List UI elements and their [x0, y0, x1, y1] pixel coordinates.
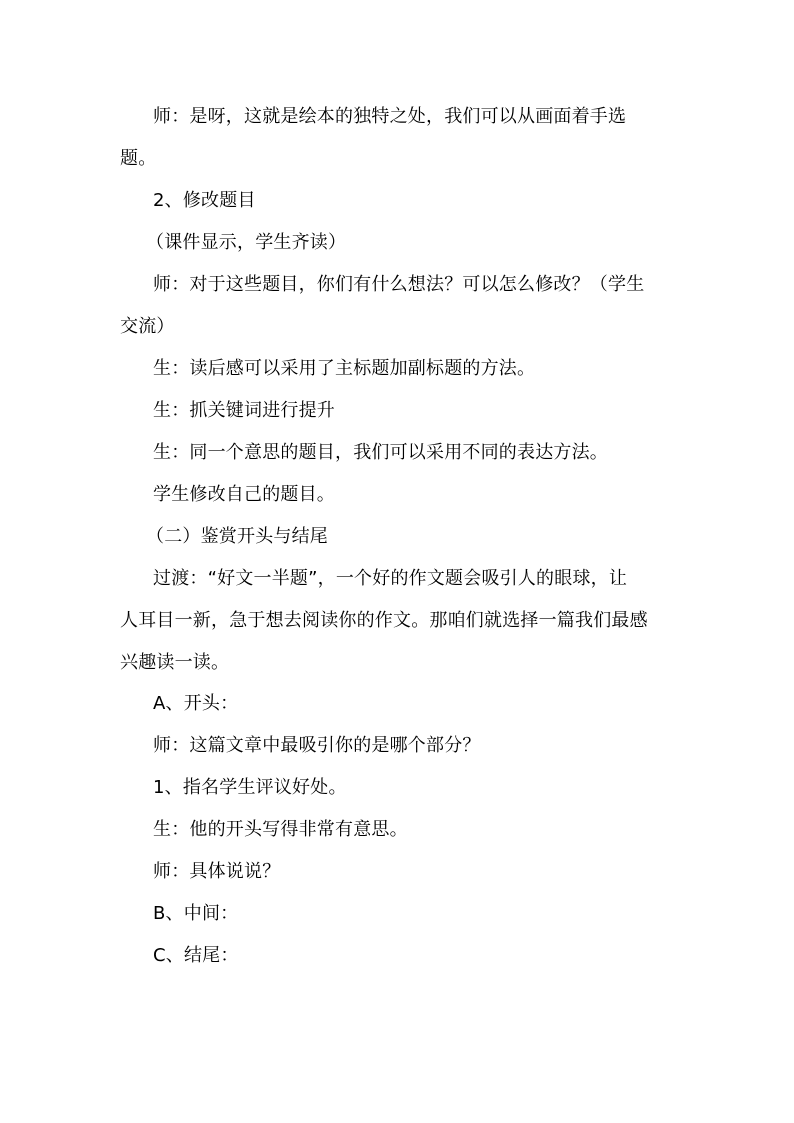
paragraph-line: 1、指名学生评议好处。	[153, 777, 347, 798]
paragraph-line: 人耳目一新，急于想去阅读你的作文。那咱们就选择一篇我们最感	[120, 610, 648, 631]
section-heading: C、结尾：	[153, 945, 239, 966]
paragraph-line: 师：具体说说？	[153, 861, 281, 882]
paragraph-line: 过渡：“好文一半题”，一个好的作文题会吸引人的眼球，让	[153, 568, 628, 589]
paragraph-line: 题。	[120, 148, 157, 169]
section-heading: （二）鉴赏开头与结尾	[146, 526, 328, 547]
paragraph-line: （课件显示，学生齐读）	[146, 232, 347, 253]
paragraph-line: 师：这篇文章中最吸引你的是哪个部分？	[153, 735, 481, 756]
section-heading: B、中间：	[153, 903, 239, 924]
section-heading: 2、修改题目	[153, 190, 256, 211]
paragraph-line: 师：是呀，这就是绘本的独特之处，我们可以从画面着手选	[153, 106, 627, 127]
paragraph-line: 师：对于这些题目，你们有什么想法？可以怎么修改？（学生	[153, 274, 645, 295]
paragraph-line: 学生修改自己的题目。	[153, 484, 335, 505]
paragraph-line: 生：他的开头写得非常有意思。	[153, 819, 408, 840]
paragraph-line: 生：读后感可以采用了主标题加副标题的方法。	[153, 358, 536, 379]
paragraph-line: 生：抓关键词进行提升	[153, 400, 335, 421]
section-heading: A、开头：	[153, 693, 239, 714]
paragraph-line: 生：同一个意思的题目，我们可以采用不同的表达方法。	[153, 442, 608, 463]
paragraph-line: 兴趣读一读。	[120, 652, 230, 673]
paragraph-line: 交流）	[120, 316, 175, 337]
